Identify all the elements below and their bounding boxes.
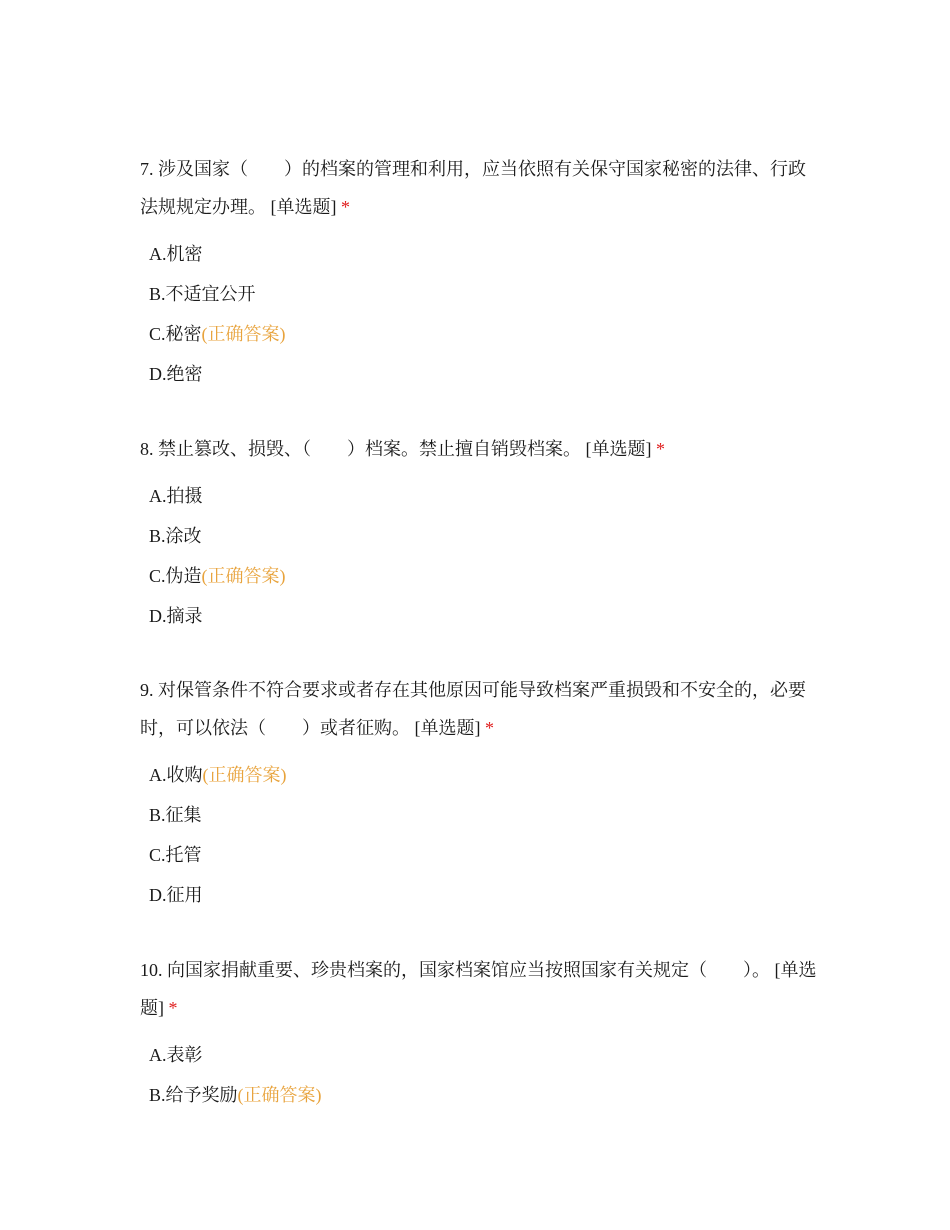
question-type: [单选题] <box>270 197 337 217</box>
question-9 <box>140 671 820 915</box>
question-stem: 9. 对保管条件不符合要求或者存在其他原因可能导致档案严重损毁和不安全的，必要时，可以依法（ ）或者征购。 [单选题] * <box>140 680 806 738</box>
required-mark: * <box>168 998 178 1018</box>
question-type: [单选题] <box>140 960 817 1018</box>
option-d[interactable]: D.摘录 <box>149 606 203 626</box>
option-a[interactable]: A.收购(正确答案) <box>149 765 287 785</box>
option-list <box>149 1035 820 1115</box>
option-a[interactable]: A.表彰 <box>149 1045 203 1065</box>
question-7 <box>140 150 820 394</box>
option-b[interactable]: B.征集 <box>149 805 202 825</box>
correct-answer-tag: (正确答案) <box>237 1085 322 1105</box>
correct-answer-tag: (正确答案) <box>202 765 287 785</box>
option-list <box>149 755 820 915</box>
option-b[interactable]: B.给予奖励(正确答案) <box>149 1085 322 1105</box>
required-mark: * <box>341 197 350 217</box>
option-c[interactable]: C.托管 <box>149 845 202 865</box>
option-d[interactable]: D.征用 <box>149 885 203 905</box>
question-stem: 7. 涉及国家（ ）的档案的管理和利用，应当依照有关保守国家秘密的法律、行政法规规定办理。 [单选题] * <box>140 159 806 217</box>
option-list <box>149 234 820 394</box>
required-mark: * <box>485 718 494 738</box>
question-10 <box>140 951 820 1115</box>
question-type: [单选题] <box>585 439 652 459</box>
option-c[interactable]: C.伪造(正确答案) <box>149 566 286 586</box>
question-stem: 10. 向国家捐献重要、珍贵档案的，国家档案馆应当按照国家有关规定（ ）。 [单选题] * <box>140 960 817 1018</box>
question-8 <box>140 430 820 636</box>
correct-answer-tag: (正确答案) <box>201 566 286 586</box>
option-a[interactable]: A.机密 <box>149 244 203 264</box>
question-type: [单选题] <box>414 718 481 738</box>
question-stem: 8. 禁止篡改、损毁、（ ）档案。禁止擅自销毁档案。 [单选题] * <box>140 439 665 459</box>
option-c[interactable]: C.秘密(正确答案) <box>149 324 286 344</box>
option-list <box>149 476 820 636</box>
correct-answer-tag: (正确答案) <box>201 324 286 344</box>
option-a[interactable]: A.拍摄 <box>149 486 203 506</box>
required-mark: * <box>656 439 665 459</box>
option-b[interactable]: B.不适宜公开 <box>149 284 256 304</box>
option-d[interactable]: D.绝密 <box>149 364 203 384</box>
option-b[interactable]: B.涂改 <box>149 526 202 546</box>
